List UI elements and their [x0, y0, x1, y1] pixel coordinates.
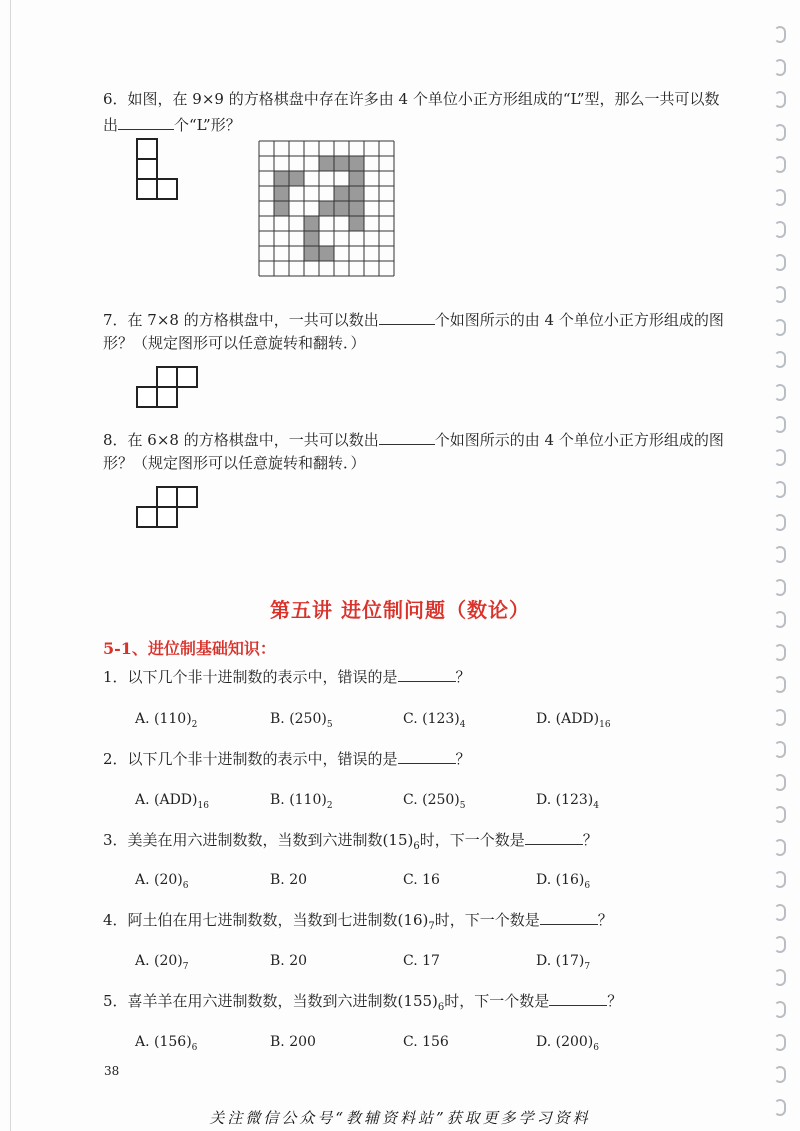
- binder-ring: [774, 546, 786, 563]
- binder-ring: [774, 384, 786, 401]
- shaded-cell: [334, 156, 349, 171]
- option-d[interactable]: D. $(ADD)_{16}$: [536, 711, 611, 730]
- q6-line2: 出 个“L”形？: [103, 116, 241, 134]
- binder-ring: [774, 514, 786, 531]
- option-b[interactable]: B. 20: [270, 953, 308, 969]
- binder-ring: [774, 124, 786, 141]
- page-number: 38: [104, 1064, 120, 1078]
- chessboard-9x9-figure: [258, 140, 396, 278]
- s-tetromino-figure: [136, 486, 200, 528]
- section-title: 第五讲 进位制问题（数论）: [270, 598, 530, 622]
- option-b[interactable]: B. 200: [270, 1034, 316, 1050]
- binder-ring: [774, 351, 786, 368]
- binder-ring: [774, 286, 786, 303]
- option-d[interactable]: D. $(200)_6$: [536, 1034, 600, 1053]
- binder-ring: [774, 806, 786, 823]
- answer-blank[interactable]: [118, 115, 174, 130]
- binder-ring: [774, 741, 786, 758]
- option-c[interactable]: C. 156: [403, 1034, 449, 1050]
- page-edge: [10, 0, 11, 1131]
- q8-line2: 形？（规定图形可以任意旋转和翻转．）: [103, 454, 366, 472]
- shaded-cell: [289, 171, 304, 186]
- binder-ring: [774, 871, 786, 888]
- binder-ring: [774, 936, 786, 953]
- binder-ring: [774, 676, 786, 693]
- shaded-cell: [334, 186, 349, 201]
- binder-ring: [774, 91, 786, 108]
- subsection-title: 5-1、进位制基础知识：: [103, 639, 276, 658]
- binder-ring: [774, 254, 786, 271]
- binder-ring: [774, 644, 786, 661]
- binder-ring: [774, 1001, 786, 1018]
- answer-blank[interactable]: [379, 310, 435, 325]
- binder-ring: [774, 221, 786, 238]
- option-c[interactable]: C. $(123)_4$: [403, 711, 466, 730]
- option-d[interactable]: D. $(17)_7$: [536, 953, 591, 972]
- binder-ring: [774, 904, 786, 921]
- option-c[interactable]: C. 16: [403, 872, 440, 888]
- answer-blank[interactable]: [398, 749, 456, 764]
- option-c[interactable]: C. $(250)_5$: [403, 792, 466, 811]
- problem-5-stem: 5．喜羊羊在用六进制数数，当数到六进制数$(155)_6$时，下一个数是 ？: [103, 992, 623, 1013]
- option-b[interactable]: B. 20: [270, 872, 308, 888]
- binder-ring: [774, 416, 786, 433]
- shaded-cell: [319, 246, 334, 261]
- option-a[interactable]: A. $(20)_6$: [135, 872, 189, 891]
- binder-ring: [774, 839, 786, 856]
- option-a[interactable]: A. $(ADD)_{16}$: [135, 792, 209, 811]
- binder-ring: [774, 59, 786, 76]
- option-b[interactable]: B. $(110)_2$: [270, 792, 333, 811]
- shaded-cell: [319, 201, 334, 216]
- q7-line1: 7．在 7×8 的方格棋盘中，一共可以数出 个如图所示的由 4 个单位小正方形组成的图: [103, 311, 724, 329]
- problem-5-options: [135, 1034, 695, 1054]
- problem-3-options: [135, 872, 695, 892]
- binder-ring: [774, 1066, 786, 1083]
- q7-line2: 形？（规定图形可以任意旋转和翻转．）: [103, 334, 366, 352]
- binder-ring: [774, 969, 786, 986]
- footer-watermark: 关注微信公众号“教辅资料站”获取更多学习资料: [209, 1109, 591, 1127]
- problem-1-stem: 1．以下几个非十进制数的表示中，错误的是 ？: [103, 668, 471, 686]
- answer-blank[interactable]: [549, 991, 607, 1006]
- shaded-cell: [274, 186, 289, 201]
- binder-ring: [774, 319, 786, 336]
- problem-4-stem: 4．阿土伯在用七进制数数，当数到七进制数$(16)_7$时，下一个数是 ？: [103, 911, 613, 932]
- q8-line1: 8．在 6×8 的方格棋盘中，一共可以数出 个如图所示的由 4 个单位小正方形组成的图: [103, 431, 724, 449]
- shaded-cell: [334, 201, 349, 216]
- shaded-cell: [304, 231, 319, 246]
- problem-3-stem: 3．美美在用六进制数数，当数到六进制数$(15)_6$时，下一个数是 ？: [103, 831, 598, 852]
- option-d[interactable]: D. $(16)_6$: [536, 872, 591, 891]
- option-a[interactable]: A. $(156)_6$: [135, 1034, 198, 1053]
- binder-ring: [774, 26, 786, 43]
- shaded-cell: [349, 216, 364, 231]
- l-shape-figure: [136, 138, 180, 202]
- binder-ring: [774, 1034, 786, 1051]
- option-b[interactable]: B. $(250)_5$: [270, 711, 333, 730]
- binder-ring: [774, 774, 786, 791]
- shaded-cell: [319, 156, 334, 171]
- problem-1-options: [135, 711, 695, 731]
- shaded-cell: [349, 156, 364, 171]
- binder-ring: [774, 156, 786, 173]
- option-a[interactable]: A. $(20)_7$: [135, 953, 189, 972]
- option-c[interactable]: C. 17: [403, 953, 440, 969]
- answer-blank[interactable]: [525, 830, 583, 845]
- shaded-cell: [349, 201, 364, 216]
- binder-ring: [774, 449, 786, 466]
- binder-ring: [774, 189, 786, 206]
- binder-rings: [770, 0, 796, 1131]
- binder-ring: [774, 481, 786, 498]
- option-a[interactable]: A. $(110)_2$: [135, 711, 198, 730]
- problem-2-options: [135, 792, 695, 812]
- shaded-cell: [304, 246, 319, 261]
- shaded-cell: [304, 216, 319, 231]
- answer-blank[interactable]: [540, 910, 598, 925]
- q6-line1: 6．如图，在 9×9 的方格棋盘中存在许多由 4 个单位小正方形组成的“L”型，那么一共可以数: [103, 90, 720, 108]
- option-d[interactable]: D. $(123)_4$: [536, 792, 600, 811]
- problem-4-options: [135, 953, 695, 973]
- shaded-cell: [349, 186, 364, 201]
- shaded-cell: [274, 201, 289, 216]
- problem-2-stem: 2．以下几个非十进制数的表示中，错误的是 ？: [103, 750, 471, 768]
- binder-ring: [774, 709, 786, 726]
- answer-blank[interactable]: [379, 430, 435, 445]
- answer-blank[interactable]: [398, 667, 456, 682]
- shaded-cell: [274, 171, 289, 186]
- s-tetromino-figure: [136, 366, 200, 408]
- shaded-cell: [349, 171, 364, 186]
